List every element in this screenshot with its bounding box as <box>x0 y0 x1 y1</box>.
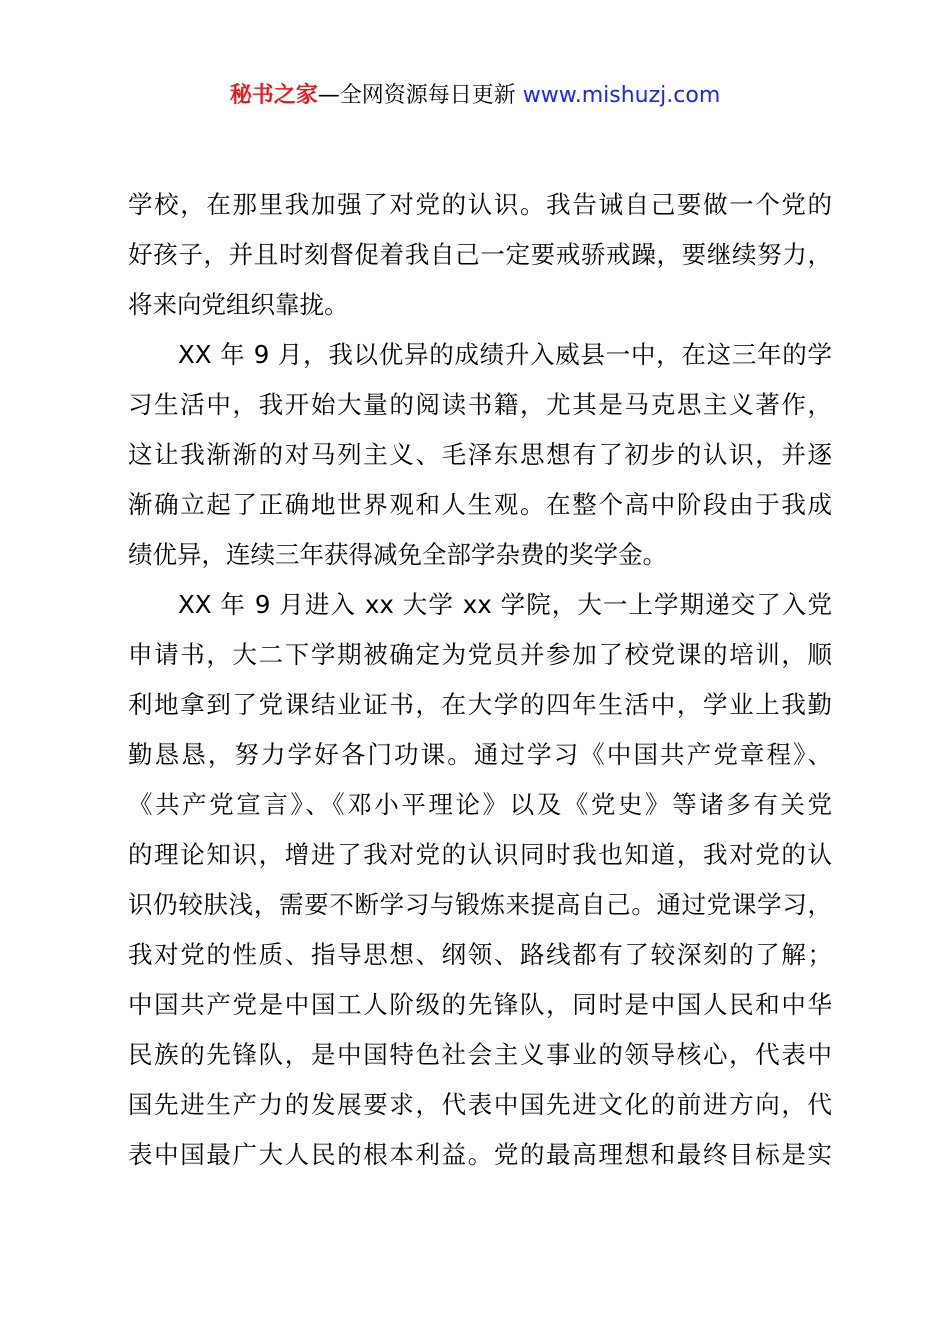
text-line: 中国共产党是中国工人阶级的先锋队，同时是中国人民和中华 <box>128 990 832 1019</box>
text-line: 民族的先锋队，是中国特色社会主义事业的领导核心，代表中 <box>128 1040 832 1069</box>
text-line: 好孩子，并且时刻督促着我自己一定要戒骄戒躁，要继续努力， <box>128 240 832 269</box>
document-body <box>128 180 832 1180</box>
text-line: 利地拿到了党课结业证书，在大学的四年生活中，学业上我勤 <box>128 690 832 719</box>
text-line: 将来向党组织靠拢。 <box>128 290 349 319</box>
text-line: 这让我渐渐的对马列主义、毛泽东思想有了初步的认识，并逐 <box>128 440 832 469</box>
text-line: 勤恳恳，努力学好各门功课。通过学习《中国共产党章程》、 <box>128 740 832 769</box>
header-tagline: —全网资源每日更新 <box>317 83 516 108</box>
text-line: XX 年 9 月进入 xx 大学 xx 学院，大一上学期递交了入党 <box>178 590 832 619</box>
text-line: XX 年 9 月，我以优异的成绩升入威县一中，在这三年的学 <box>178 340 832 369</box>
text-line: 的理论知识，增进了我对党的认识同时我也知道，我对党的认 <box>128 840 832 869</box>
text-line: 学校，在那里我加强了对党的认识。我告诫自己要做一个党的 <box>128 190 832 219</box>
text-line: 申请书，大二下学期被确定为党员并参加了校党课的培训，顺 <box>128 640 832 669</box>
page-header <box>0 78 950 114</box>
text-line: 绩优异，连续三年获得减免全部学杂费的奖学金。 <box>128 540 667 569</box>
site-url-link[interactable]: www.mishuzj.com <box>522 83 721 108</box>
text-line: 表中国最广大人民的根本利益。党的最高理想和最终目标是实 <box>128 1140 832 1169</box>
text-line: 识仍较肤浅，需要不断学习与锻炼来提高自己。通过党课学习， <box>128 890 832 919</box>
text-line: 我对党的性质、指导思想、纲领、路线都有了较深刻的了解； <box>128 940 832 969</box>
text-line: 《共产党宣言》、《邓小平理论》以及《党史》等诸多有关党 <box>128 790 832 819</box>
text-line: 渐确立起了正确地世界观和人生观。在整个高中阶段由于我成 <box>128 490 832 519</box>
text-line: 习生活中，我开始大量的阅读书籍，尤其是马克思主义著作， <box>128 390 832 419</box>
text-line: 国先进生产力的发展要求，代表中国先进文化的前进方向，代 <box>128 1090 832 1119</box>
brand-name: 秘书之家 <box>229 83 318 108</box>
